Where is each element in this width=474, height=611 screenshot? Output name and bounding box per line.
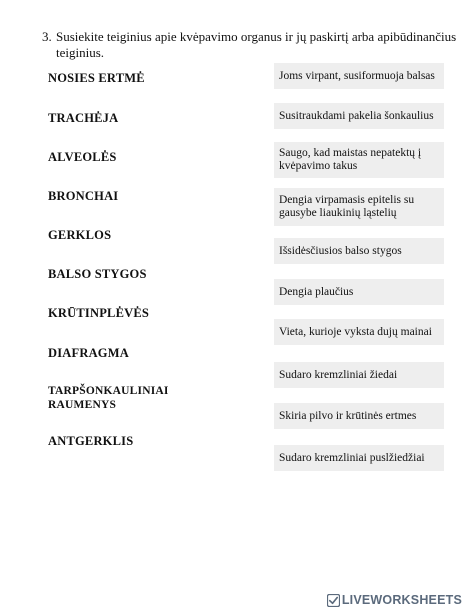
definition-box[interactable]: Vieta, kurioje vyksta dujų mainai bbox=[274, 319, 444, 345]
term-item[interactable]: NOSIES ERTMĖ bbox=[48, 71, 145, 85]
term-item[interactable]: TARPŠONKAULINIAI RAUMENYS bbox=[48, 385, 169, 411]
brand-name: LIVEWORKSHEETS bbox=[341, 593, 462, 607]
instruction-text: Susiekite teiginius apie kvėpavimo organus ir jų paskirtį arba apibūdinančius teiginius. bbox=[56, 29, 457, 60]
liveworksheets-logo-icon bbox=[327, 594, 340, 607]
term-item[interactable]: BRONCHAI bbox=[48, 189, 119, 203]
definition-box[interactable]: Skiria pilvo ir krūtinės ertmes bbox=[274, 403, 444, 429]
definition-box[interactable]: Saugo, kad maistas nepatektų į kvėpavimo takus bbox=[274, 142, 444, 178]
term-item[interactable]: GERKLOS bbox=[48, 228, 112, 242]
term-item[interactable]: ANTGERKLIS bbox=[48, 434, 134, 448]
question-number: 3. bbox=[42, 29, 52, 44]
term-item[interactable]: ALVEOLĖS bbox=[48, 150, 117, 164]
term-item[interactable]: BALSO STYGOS bbox=[48, 267, 147, 281]
term-item[interactable]: KRŪTINPLĖVĖS bbox=[48, 306, 150, 320]
definition-box[interactable]: Dengia virpamasis epitelis su gausybe liaukinių ląstelių bbox=[274, 188, 444, 226]
definition-box[interactable]: Dengia plaučius bbox=[274, 279, 444, 305]
term-item[interactable]: TRACHĖJA bbox=[48, 111, 119, 125]
definition-box[interactable]: Joms virpant, susiformuoja balsas bbox=[274, 63, 444, 89]
term-item[interactable]: DIAFRAGMA bbox=[48, 346, 129, 360]
footer-brand[interactable] bbox=[327, 593, 462, 607]
definition-box[interactable]: Susitraukdami pakelia šonkaulius bbox=[274, 103, 444, 129]
definition-box[interactable]: Sudaro kremzliniai žiedai bbox=[274, 362, 444, 388]
instruction bbox=[42, 29, 462, 61]
definition-box[interactable]: Sudaro kremzliniai puslžiedžiai bbox=[274, 445, 444, 471]
definition-box[interactable]: Išsidėsčiusios balso stygos bbox=[274, 238, 444, 264]
